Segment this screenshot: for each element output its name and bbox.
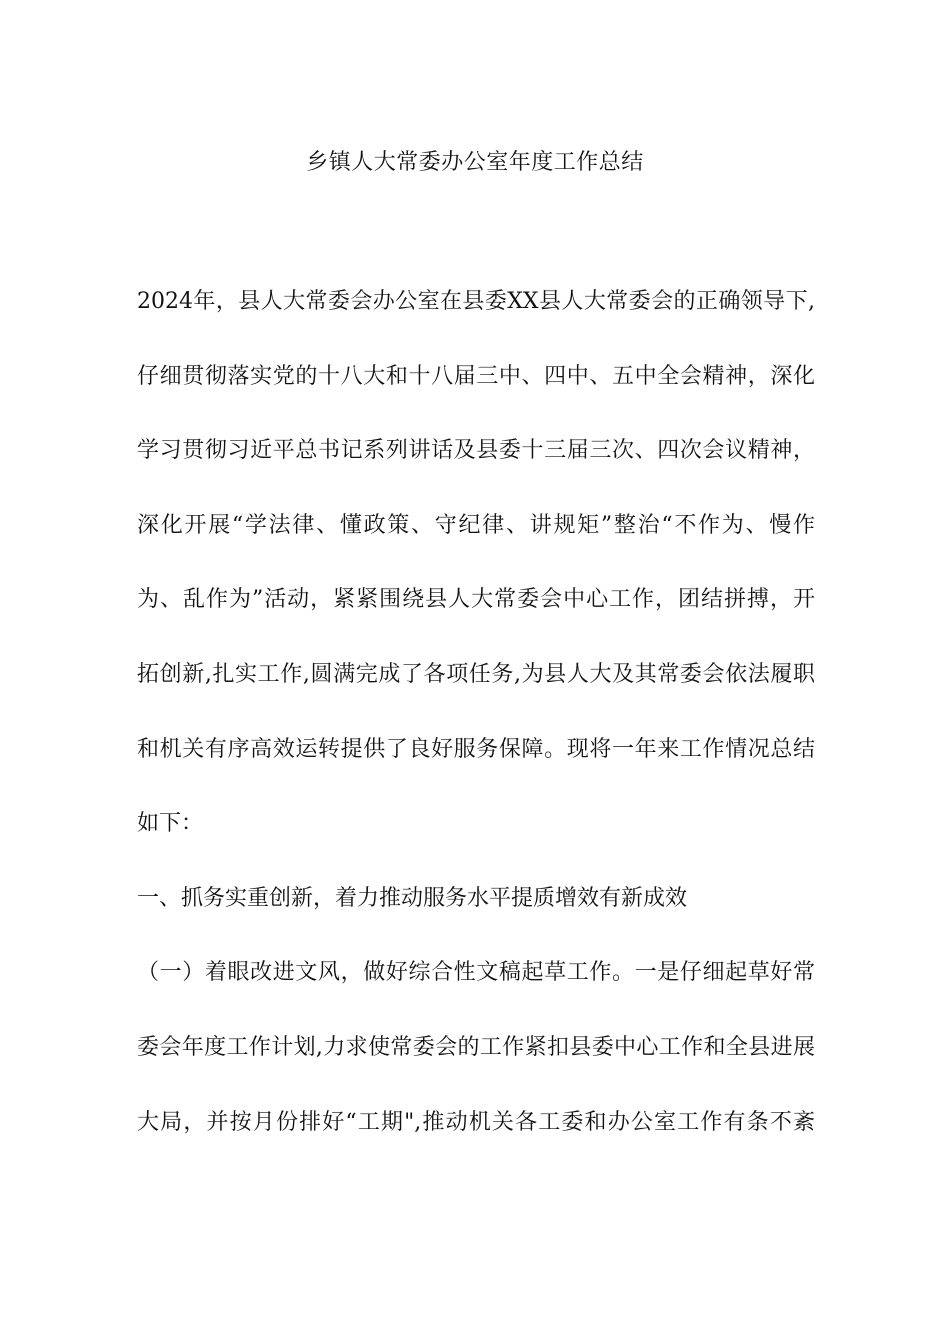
body-line-3: 学习贯彻习近平总书记系列讲话及县委十三届三次、四次会议精神，: [137, 438, 815, 464]
body-line-10: （一）着眼改进文风，做好综合性文稿起草工作。一是仔细起草好常: [137, 960, 815, 986]
body-line-5: 为、乱作为”活动，紧紧围绕县人大常委会中心工作，团结拼搏，开: [137, 587, 815, 613]
body-line-1: 2024年，县人大常委会办公室在县委XX县人大常委会的正确领导下,: [137, 289, 815, 314]
section-heading-1: 一、抓务实重创新，着力推动服务水平提质增效有新成效: [137, 885, 688, 911]
body-line-6: 拓创新,扎实工作,圆满完成了各项任务,为县人大及其常委会依法履职: [137, 661, 815, 687]
body-line-12: 大局，并按月份排好“工期",推动机关各工委和办公室工作有条不紊: [137, 1109, 815, 1135]
document-body: [137, 284, 815, 1179]
body-line-8: 如下：: [137, 811, 204, 837]
body-line-7: 和机关有序高效运转提供了良好服务保障。现将一年来工作情况总结: [137, 736, 815, 762]
document-title: 乡镇人大常委办公室年度工作总结: [306, 150, 644, 175]
body-line-11: 委会年度工作计划,力求使常委会的工作紧扣县委中心工作和全县进展: [137, 1034, 815, 1060]
body-line-2: 仔细贯彻落实党的十八大和十八届三中、四中、五中全会精神，深化: [137, 363, 815, 389]
body-line-4: 深化开展“学法律、懂政策、守纪律、讲规矩”整治“不作为、慢作: [137, 512, 815, 538]
